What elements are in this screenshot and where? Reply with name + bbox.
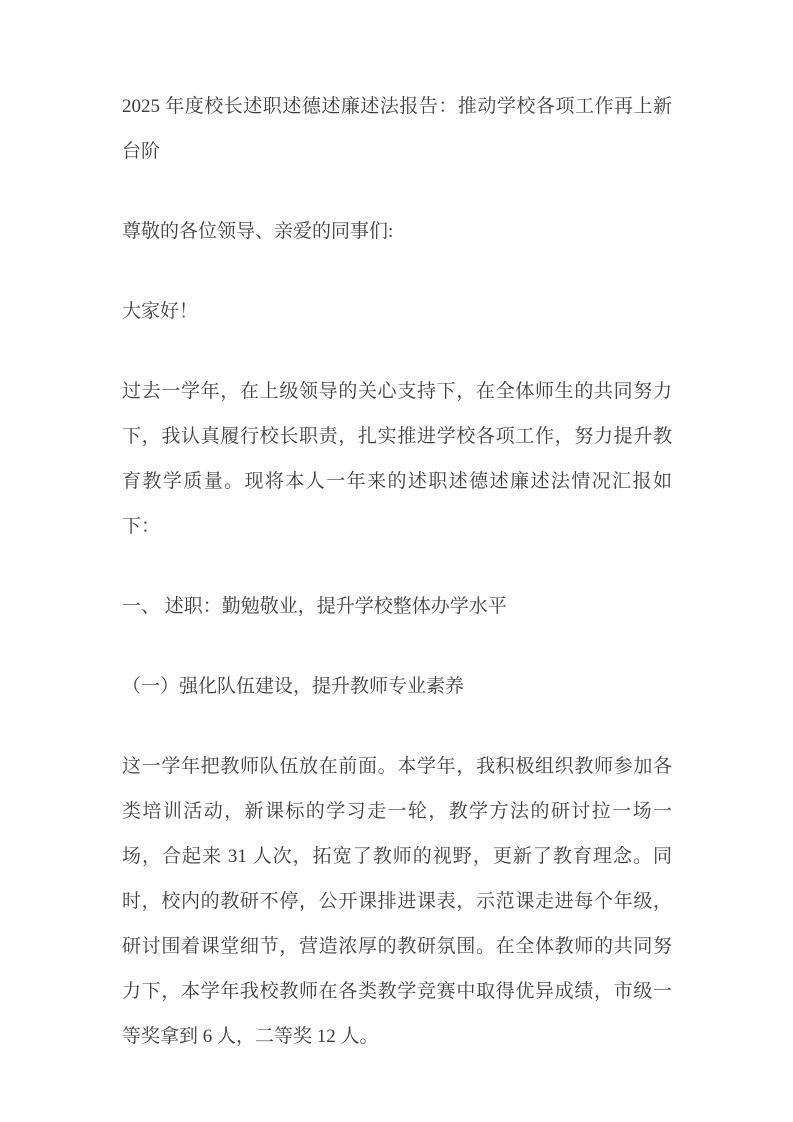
subsection-heading-1: （一）强化队伍建设，提升教师专业素养: [122, 676, 465, 697]
doc-title: 2025 年度校长述职述德述廉述法报告：推动学校各项工作再上新台阶: [122, 96, 672, 162]
intro-paragraph: 过去一学年，在上级领导的关心支持下，在全体师生的共同努力下，我认真履行校长职责，扎实推进学校各项工作，努力提升教育教学质量。现将本人一年来的述职述德述廉述法情况汇报如下：: [122, 381, 672, 537]
body-paragraph-1: 这一学年把教师队伍放在前面。本学年，我积极组织教师参加各类培训活动，新课标的学习走一轮，教学方法的研讨拉一场一场，合起来 31 人次，拓宽了教师的视野，更新了教育理念。同时，校内的教研不停，公开课排进课表，示范课走进每个年级，研讨围着课堂细节，营造浓厚的教研氛围。在全体教师的共同努力下，本学年我校教师在各类教学竞赛中取得优异成绩，市级一等奖拿到 6 人，二等奖 12 人。: [122, 756, 672, 1047]
section-heading-1: 一、 述职：勤勉敬业，提升学校整体办学水平: [122, 596, 507, 617]
greeting-line: 尊敬的各位领导、亲爱的同事们:: [122, 221, 394, 242]
salutation-line: 大家好！: [122, 301, 199, 322]
